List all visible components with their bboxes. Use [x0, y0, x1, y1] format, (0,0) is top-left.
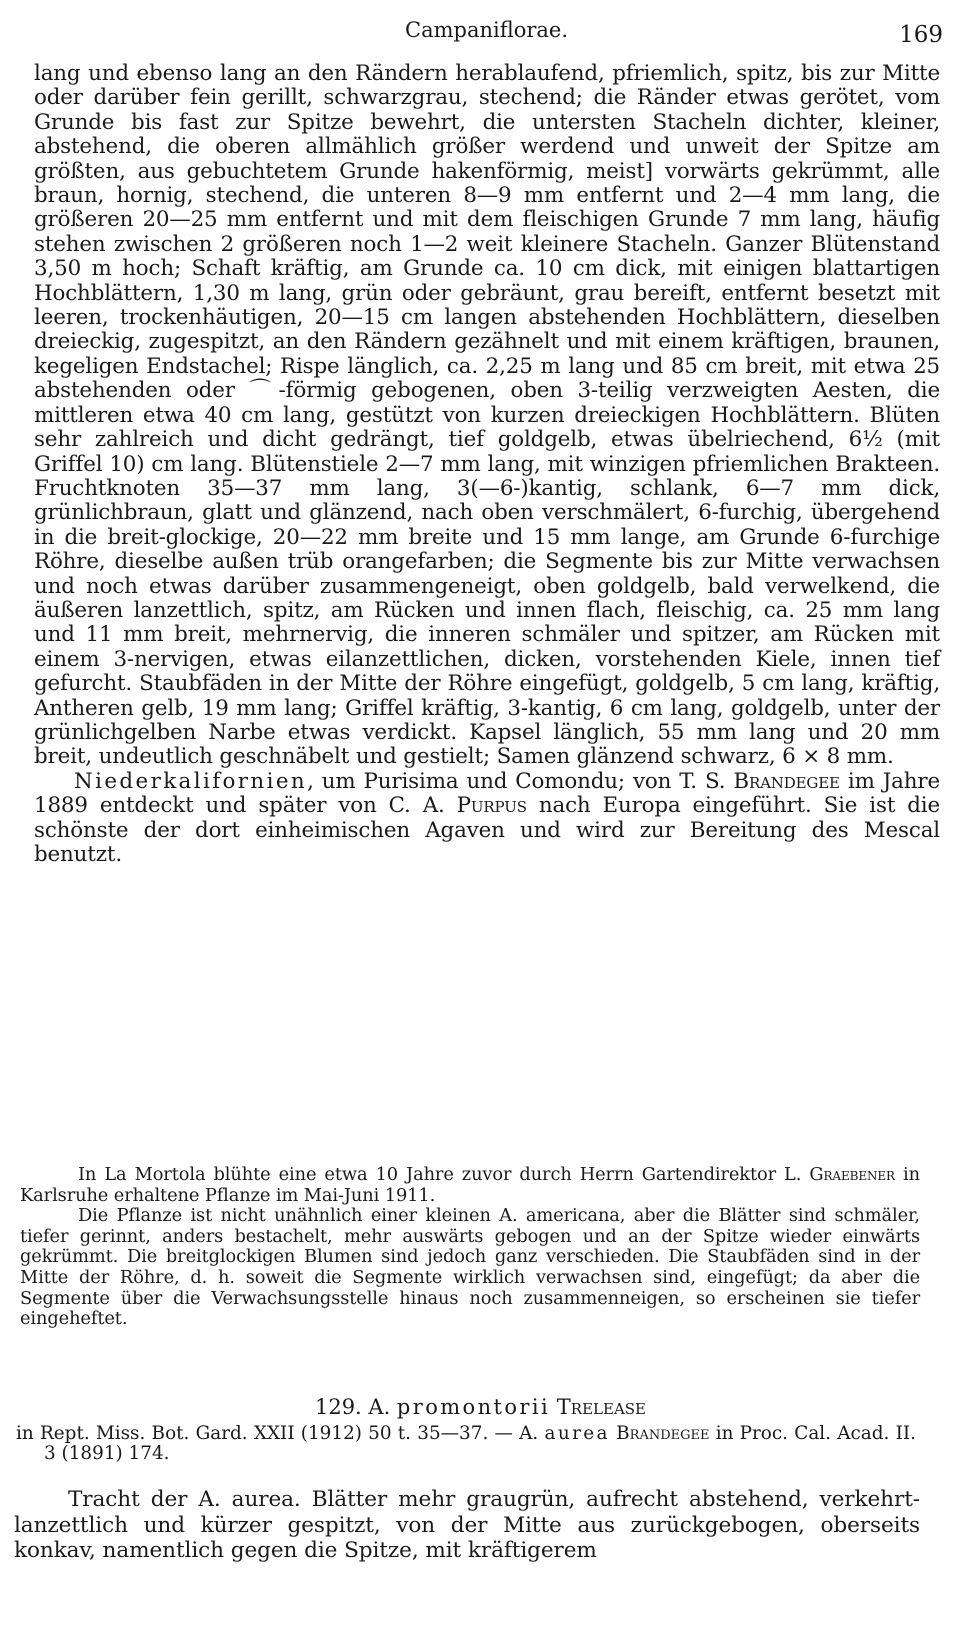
citation-text-a: in Rept. Miss. Bot. Gard. XXII (1912) 50 t. 35—37. — A. — [16, 1423, 545, 1444]
species-heading — [0, 1395, 961, 1419]
distribution-paragraph — [34, 770, 940, 868]
synonym-epithet: aurea — [544, 1423, 610, 1444]
main-body-text — [34, 62, 940, 867]
page-number: 169 — [899, 22, 943, 48]
species-description — [14, 1487, 920, 1564]
footnote-text-b: in Karlsruhe erhaltene Pflanze im Mai-Juni 1911. — [20, 1164, 920, 1206]
distribution-text-a: , um Purisima und Comondu; von T. S. — [307, 768, 734, 794]
collector-name: Brandegee — [733, 768, 840, 794]
synonym-author: Brandegee — [616, 1423, 710, 1444]
distribution-text-c: nach Europa eingeführt. Sie ist die schönste der dort einheimischen Agaven und wird zur Bereitung des Mescal benutzt. — [34, 793, 941, 867]
running-title: Campaniflorae. — [405, 18, 569, 42]
species-author: Trelease — [556, 1395, 647, 1419]
species-number: 129. A. — [314, 1395, 397, 1419]
citation-text-b: in Proc. Cal. Acad. II. 3 (1891) 174. — [44, 1423, 916, 1464]
footnote-paragraph-2: Die Pflanze ist nicht unähnlich einer kleinen A. americana, aber die Blätter sind schmäler, tiefer gerinnt, anders bestachelt, mehr auswärts gebogen und an der Spitze wieder einwärts gekrümmt. Die breitglockigen Blumen sind jedoch ganz verschieden. Die Staubfäden sind in der Mitte der Röhre, d. h. soweit die Segmente wirklich verwachsen sind, eingefügt; da aber die Segmente über die Verwachsungsstelle hinaus noch zusammenneigen, so erscheinen sie tiefer eingeheftet. — [20, 1205, 920, 1330]
distribution-text-b: im Jahre 1889 entdeckt und später von C. A. — [34, 768, 940, 819]
species-epithet: promontorii — [396, 1395, 551, 1419]
footnote-paragraph-1 — [20, 1165, 920, 1206]
region-name: Niederkalifornien — [74, 768, 308, 794]
description-paragraph: lang und ebenso lang an den Rändern herablaufend, pfriemlich, spitz, bis zur Mitte oder darüber fein gerillt, schwarzgrau, stechend; die Ränder etwas gerötet, vom Grunde bis fast zur Spitze bewehrt, die untersten Stacheln dichter, kleiner, abstehend, die oberen allmählich größer werdend und unweit der Spitze am größten, aus gebuchtetem Grunde hakenförmig, meist] vorwärts gekrümmt, alle braun, hornig, stechend, die unteren 8—9 mm entfernt und 2—4 mm lang, die größeren 20—25 mm entfernt und mit dem fleischigen Grunde 7 mm lang, häufig stehen zwischen 2 größeren noch 1—2 weit kleinere Stacheln. Ganzer Blütenstand 3,50 m hoch; Schaft kräftig, am Grunde ca. 10 cm dick, mit einigen blattartigen Hochblättern, 1,30 m lang, grün oder gebräunt, grau bereift, entfernt besetzt mit leeren, trockenhäutigen, 20—15 cm langen abstehenden Hochblättern, dieselben dreieckig, zugespitzt, an den Rändern gezähnelt und mit einem kräftigen, braunen, kegeligen Endstachel; Rispe länglich, ca. 2,25 m lang und 85 cm breit, mit etwa 25 abstehenden oder ⌒-förmig gebogenen, oben 3-teilig verzweigten Aesten, die mittleren etwa 40 cm lang, gestützt von kurzen dreieckigen Hochblättern. Blüten sehr zahlreich und dicht gedrängt, tief goldgelb, etwas übelriechend, 6½ (mit Griffel 10) cm lang. Blütenstiele 2—7 mm lang, mit winzigen pfriemlichen Brakteen. Fruchtknoten 35—37 mm lang, 3(—6-)kantig, schlank, 6—7 mm dick, grünlichbraun, glatt und glänzend, nach oben verschmälert, 6-furchig, übergehend in die breit-glockige, 20—22 mm breite und 15 mm lange, am Grunde 6-furchige Röhre, dieselbe außen trüb orangefarben; die Segmente bis zur Mitte verwachsen und noch etwas darüber zusammengeneigt, oben goldgelb, bald verwelkend, die äußeren lanzettlich, spitz, am Rücken und innen flach, fleischig, ca. 25 mm lang und 11 mm breit, mehrnervig, die inneren schmäler und spitzer, am Rücken mit einem 3-nervigen, etwas eilanzettlichen, dicken, vorstehenden Kiele, innen tief gefurcht. Staubfäden in der Mitte der Röhre eingefügt, goldgelb, 5 cm lang, kräftig, Antheren gelb, 19 mm lang; Griffel kräftig, 3-kantig, 6 cm lang, goldgelb, unter der grünlichgelben Narbe etwas verdickt. Kapsel länglich, 55 mm lang und 20 mm breit, undeutlich geschnäbelt und gestielt; Samen glänzend schwarz, 6 × 8 mm. — [34, 61, 940, 770]
gardener-name: Graebener — [809, 1164, 895, 1185]
footnote-text-a: In La Mortola blühte eine etwa 10 Jahre zuvor durch Herrn Gartendirektor L. — [78, 1164, 810, 1185]
introducer-name: Purpus — [456, 793, 527, 819]
species-citation — [16, 1424, 916, 1464]
footnote-block — [20, 1165, 920, 1330]
species-description-paragraph: Tracht der A. aurea. Blätter mehr graugrün, aufrecht abstehend, verkehrt-lanzettlich und kürzer gespitzt, von der Mitte aus zurückgebogen, oberseits konkav, namentlich gegen die Spitze, mit kräftigerem — [14, 1487, 920, 1564]
